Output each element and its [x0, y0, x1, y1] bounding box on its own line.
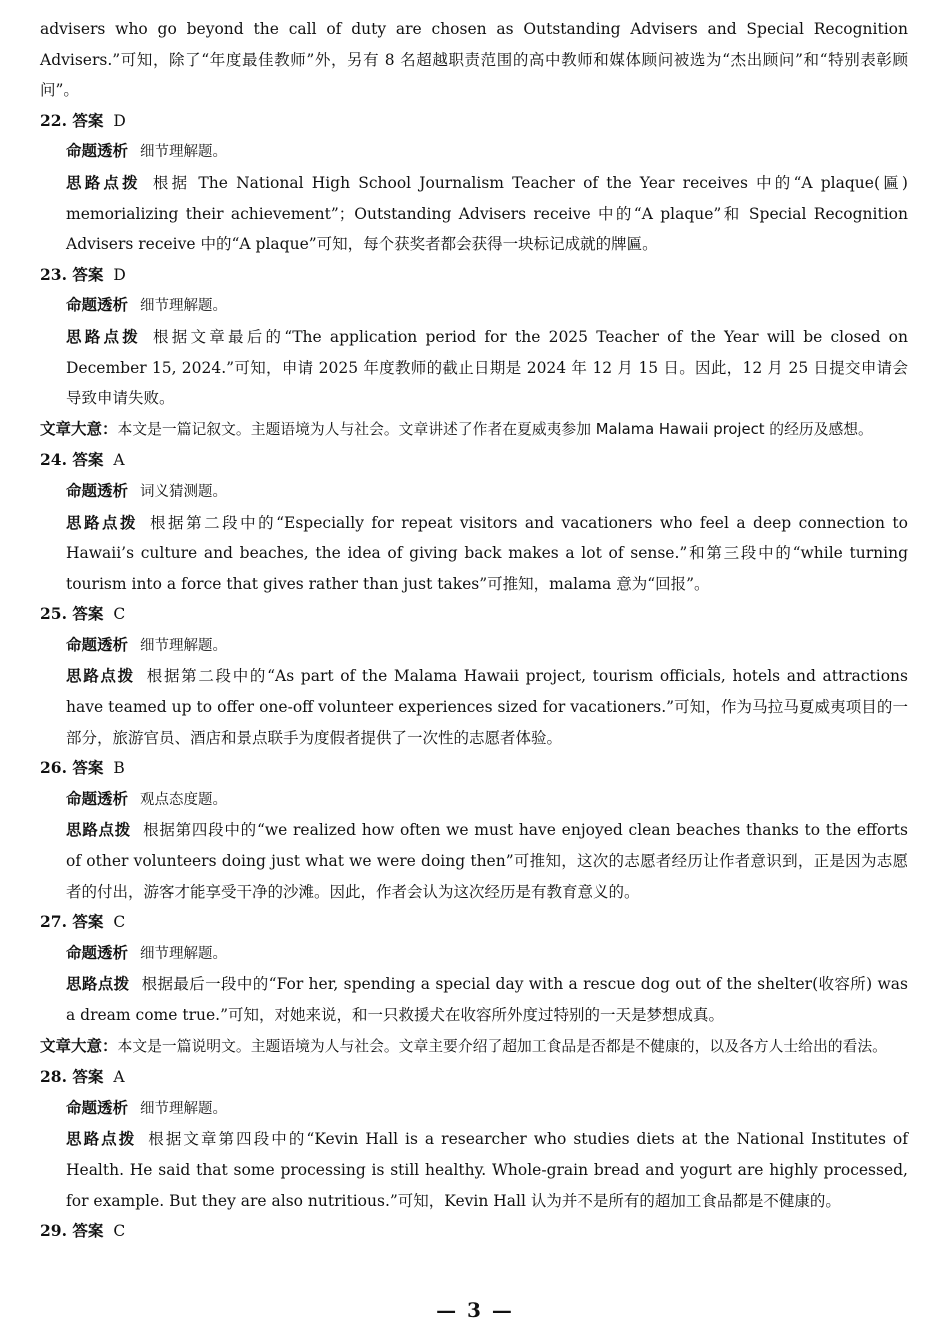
analysis-label: 思路点拨 — [66, 974, 130, 994]
answer-label: 答案 — [72, 1067, 104, 1087]
analysis-text: 根据文章最后的“The application period for the 2025 Teacher of the Year will be closed on December 15, 2024.”可知，申请 2025 年度教师的截止日期是 2024 年 12 月 15 日。因此，12 月 25 日提交申请会导致申请失败。 — [66, 327, 908, 408]
question-22-header — [40, 106, 908, 137]
answer-value: C — [113, 605, 126, 624]
question-27-type — [40, 938, 908, 970]
page-number: — 3 — — [436, 1298, 514, 1322]
answer-label: 答案 — [72, 1221, 104, 1241]
type-value: 细节理解题。 — [140, 1100, 228, 1117]
type-label: 命题透析 — [66, 480, 129, 500]
analysis-label: 思路点拨 — [66, 172, 141, 192]
analysis-label: 思路点拨 — [66, 512, 139, 532]
answer-value: C — [113, 1222, 126, 1241]
analysis-label: 思路点拨 — [66, 1129, 137, 1149]
question-23-analysis — [40, 322, 908, 414]
analysis-label: 思路点拨 — [66, 820, 132, 840]
type-value: 词义猜测题。 — [140, 483, 228, 500]
question-26-header — [40, 753, 908, 784]
question-number: 24. — [40, 450, 67, 470]
intro-paragraph: advisers who go beyond the call of duty are chosen as Outstanding Advisers and Special Recognition Advisers.”可知，除了“年度最佳教师”外，另有 8 名超越职责范围的高中教师和媒体顾问被选为“杰出顾问”和“特别表彰顾问”。 — [40, 20, 908, 100]
type-value: 细节理解题。 — [140, 637, 228, 654]
summary-text: 本文是一篇说明文。主题语境为人与社会。文章主要介绍了超加工食品是否都是不健康的，以及各方人士给出的看法。 — [117, 1037, 887, 1055]
question-number: 22. — [40, 110, 67, 130]
question-22-analysis — [40, 168, 908, 260]
type-label: 命题透析 — [66, 295, 129, 315]
question-26-analysis — [40, 815, 908, 907]
question-25-analysis — [40, 661, 908, 753]
type-label: 命题透析 — [66, 634, 129, 654]
question-29-header — [40, 1216, 908, 1247]
question-number: 29. — [40, 1221, 67, 1241]
article-summary-1 — [40, 414, 908, 446]
answer-label: 答案 — [72, 758, 104, 778]
type-label: 命题透析 — [66, 1097, 129, 1117]
question-number: 26. — [40, 758, 67, 778]
summary-text: 本文是一篇记叙文。主题语境为人与社会。文章讲述了作者在夏威夷参加 Malama Hawaii project 的经历及感想。 — [117, 420, 873, 438]
analysis-text: 根据第二段中的“Especially for repeat visitors and vacationers who feel a deep connection to Hawaii’s culture and beaches, the idea of giving back makes a lot of sense.”和第三段中的“while turning tourism into a force that gives rather than just takes”可推知，malama 意为“回报”。 — [66, 513, 908, 593]
question-26-type — [40, 784, 908, 816]
question-22-type — [40, 136, 908, 168]
question-24-header — [40, 445, 908, 476]
question-24-analysis — [40, 508, 908, 600]
analysis-text: 根据文章第四段中的“Kevin Hall is a researcher who studies diets at the National Institutes of Health. He said that some processing is still healthy. Whole-grain bread and yogurt are highly processed, for example. But they are also nutritious.”可知，Kevin Hall 认为并不是所有的超加工食品都是不健康的。 — [66, 1130, 908, 1210]
question-28-analysis — [40, 1124, 908, 1216]
analysis-text: 根据第四段中的“we realized how often we must have enjoyed clean beaches thanks to the efforts of other volunteers doing just what we were doing then”可推知，这次的志愿者经历让作者意识到，正是因为志愿者的付出，游客才能享受干净的沙滩。因此，作者会认为这次经历是有教育意义的。 — [66, 821, 908, 901]
type-label: 命题透析 — [66, 788, 129, 808]
answer-value: A — [113, 1068, 125, 1087]
answer-value: D — [113, 265, 126, 284]
type-label: 命题透析 — [66, 942, 129, 962]
question-28-header — [40, 1062, 908, 1093]
answer-value: A — [113, 451, 125, 470]
answer-label: 答案 — [72, 450, 104, 470]
question-number: 25. — [40, 604, 67, 624]
question-23-header — [40, 260, 908, 291]
article-summary-2 — [40, 1031, 908, 1063]
question-28-type — [40, 1093, 908, 1125]
question-24-type — [40, 476, 908, 508]
analysis-text: 根据第二段中的“As part of the Malama Hawaii project, tourism officials, hotels and attractions have teamed up to offer one-off volunteer experiences sized for vacationers.”可知，作为马拉马夏威夷项目的一部分，旅游官员、酒店和景点联手为度假者提供了一次性的志愿者体验。 — [66, 667, 908, 747]
answer-label: 答案 — [72, 604, 104, 624]
answer-value: C — [113, 913, 126, 932]
answer-value: D — [113, 111, 126, 130]
type-value: 细节理解题。 — [140, 144, 228, 161]
answer-label: 答案 — [72, 264, 104, 284]
answer-label: 答案 — [72, 912, 104, 932]
summary-label: 文章大意： — [40, 418, 118, 438]
summary-label: 文章大意： — [40, 1035, 118, 1055]
analysis-text: 根据最后一段中的“For her, spending a special day with a rescue dog out of the shelter(收容所) was a dream come true.”可知，对她来说，和一只救援犬在收容所外度过特别的一天是梦想成真。 — [66, 975, 908, 1024]
type-value: 观点态度题。 — [140, 791, 228, 808]
analysis-label: 思路点拨 — [66, 666, 135, 686]
question-number: 27. — [40, 912, 67, 932]
analysis-label: 思路点拨 — [66, 326, 142, 346]
question-27-analysis — [40, 969, 908, 1030]
question-25-type — [40, 630, 908, 662]
type-label: 命题透析 — [66, 141, 129, 161]
question-23-type — [40, 290, 908, 322]
type-value: 细节理解题。 — [140, 945, 228, 962]
question-number: 23. — [40, 264, 67, 284]
question-27-header — [40, 907, 908, 938]
question-number: 28. — [40, 1067, 67, 1087]
type-value: 细节理解题。 — [140, 298, 228, 315]
answer-value: B — [113, 759, 125, 778]
question-25-header — [40, 599, 908, 630]
analysis-text: 根据 The National High School Journalism Teacher of the Year receives 中的“A plaque(匾) memorializing their achievement”；Outstanding Advisers receive 中的“A plaque”和 Special Recognition Advisers receive 中的“A plaque”可知，每个获奖者都会获得一块标记成就的牌匾。 — [66, 173, 908, 254]
answer-label: 答案 — [72, 110, 104, 130]
